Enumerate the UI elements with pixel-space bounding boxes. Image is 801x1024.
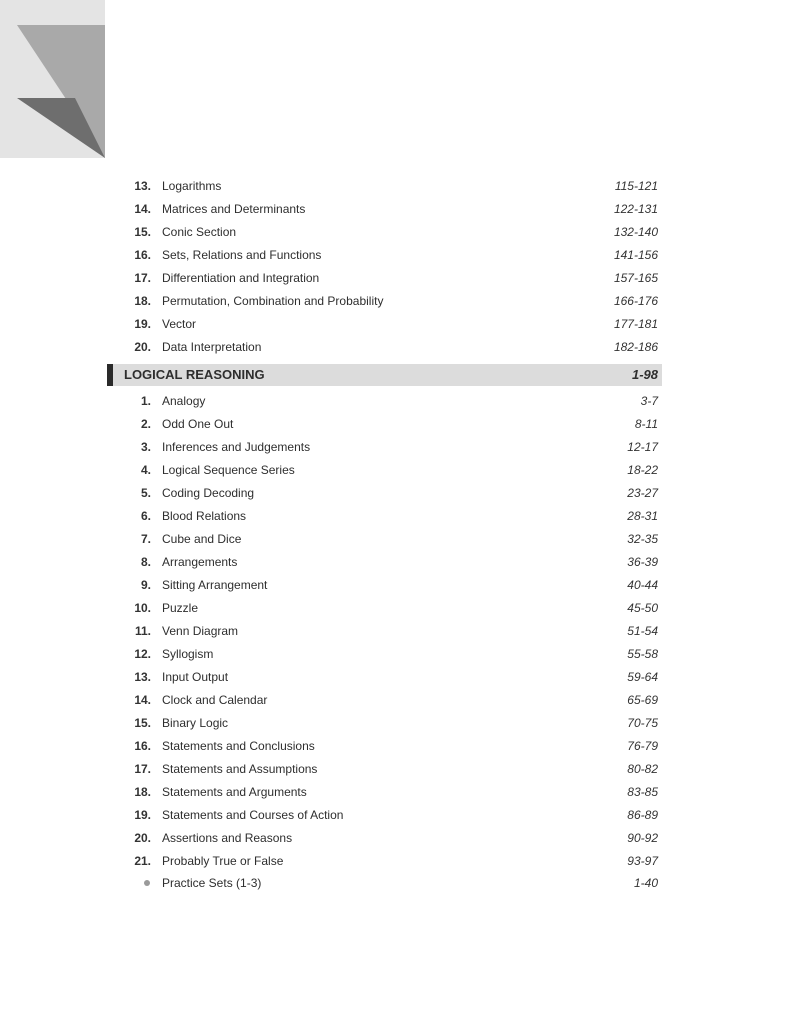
chapter-pages: 3-7 [640,394,658,408]
chapter-title: Data Interpretation [162,340,262,354]
chapter-title: Syllogism [162,647,214,661]
chapter-title: Sitting Arrangement [162,578,268,592]
chapter-number: 18. [134,294,151,308]
toc-row [0,482,801,505]
chapter-pages: 132-140 [613,225,658,239]
chapter-number: 14. [134,693,151,707]
toc-row [0,781,801,804]
chapter-pages: 32-35 [627,532,658,546]
toc-row [0,758,801,781]
chapter-number: 16. [134,248,151,262]
toc-row [0,804,801,827]
toc-row [0,313,801,336]
chapter-title: Statements and Arguments [162,785,307,799]
toc-row-practice [0,872,801,895]
chapter-pages: 166-176 [613,294,658,308]
chapter-pages: 45-50 [627,601,658,615]
chapter-title: Statements and Courses of Action [162,808,344,822]
chapter-number: 18. [134,785,151,799]
toc-row [0,827,801,850]
chapter-pages: 177-181 [613,317,658,331]
chapter-title: Analogy [162,394,206,408]
chapter-pages: 65-69 [627,693,658,707]
chapter-title: Statements and Assumptions [162,762,318,776]
chapter-pages: 122-131 [613,202,658,216]
chapter-title: Assertions and Reasons [162,831,293,845]
chapter-pages: 70-75 [627,716,658,730]
chapter-pages: 40-44 [627,578,658,592]
chapter-title: Logical Sequence Series [162,463,295,477]
toc-row [0,620,801,643]
chapter-title: Differentiation and Integration [162,271,320,285]
chapter-number: 15. [134,716,151,730]
chapter-title: Probably True or False [162,854,284,868]
toc-row [0,413,801,436]
chapter-pages: 80-82 [627,762,658,776]
practice-title: Practice Sets (1-3) [162,876,262,890]
toc-row [0,666,801,689]
chapter-title: Venn Diagram [162,624,239,638]
chapter-number: 11. [134,624,151,638]
chapter-pages: 28-31 [627,509,658,523]
chapter-pages: 8-11 [634,417,658,431]
chapter-pages: 36-39 [627,555,658,569]
chapter-pages: 90-92 [627,831,658,845]
chapter-number: 13. [134,670,151,684]
chapter-number: 16. [134,739,151,753]
chapter-title: Vector [162,317,197,331]
chapter-pages: 86-89 [627,808,658,822]
chapter-title: Permutation, Combination and Probability [162,294,384,308]
section-marker [107,364,113,386]
chapter-number: 13. [134,179,151,193]
toc-row [0,336,801,359]
chapter-pages: 23-27 [627,486,658,500]
chapter-pages: 18-22 [627,463,658,477]
chapter-number: 8. [140,555,151,569]
chapter-pages: 83-85 [627,785,658,799]
toc-row [0,290,801,313]
chapter-title: Coding Decoding [162,486,255,500]
toc-row [0,505,801,528]
chapter-title: Binary Logic [162,716,229,730]
toc-row [0,267,801,290]
toc-row [0,459,801,482]
chapter-title: Sets, Relations and Functions [162,248,322,262]
chapter-title: Blood Relations [162,509,247,523]
toc-row [0,528,801,551]
chapter-number: 9. [140,578,151,592]
toc-row [0,198,801,221]
chapter-title: Inferences and Judgements [162,440,311,454]
chapter-pages: 93-97 [627,854,658,868]
section-header [107,364,662,386]
toc-row [0,244,801,267]
toc-row [0,551,801,574]
chapter-title: Statements and Conclusions [162,739,315,753]
bullet-dot-icon [144,880,150,886]
toc-row [0,712,801,735]
chapter-number: 15. [134,225,151,239]
chapter-pages: 115-121 [614,179,658,193]
chapter-title: Odd One Out [162,417,234,431]
chapter-pages: 51-54 [627,624,658,638]
chapter-number: 10. [134,601,151,615]
chapter-number: 19. [134,317,151,331]
chapter-number: 19. [134,808,151,822]
chapter-number: 20. [134,340,151,354]
chapter-pages: 182-186 [613,340,658,354]
chapter-number: 7. [140,532,151,546]
chapter-number: 6. [140,509,151,523]
section-title: LOGICAL REASONING [124,367,265,382]
toc-row [0,175,801,198]
chapter-number: 3. [140,440,151,454]
chapter-pages: 76-79 [627,739,658,753]
chapter-number: 20. [134,831,151,845]
chapter-number: 4. [140,463,151,477]
chapter-title: Conic Section [162,225,237,239]
toc-row [0,436,801,459]
chapter-title: Puzzle [162,601,199,615]
toc-row [0,390,801,413]
chapter-title: Clock and Calendar [162,693,268,707]
section-pages: 1-98 [631,367,658,382]
chapter-title: Matrices and Determinants [162,202,306,216]
chapter-number: 14. [134,202,151,216]
chapter-pages: 12-17 [627,440,658,454]
chapter-pages: 55-58 [627,647,658,661]
toc-row [0,597,801,620]
chapter-title: Logarithms [162,179,222,193]
toc-row [0,221,801,244]
chapter-number: 2. [140,417,151,431]
chapter-pages: 157-165 [613,271,658,285]
chapter-number: 1. [140,394,151,408]
chapter-number: 21. [134,854,151,868]
chapter-number: 12. [134,647,151,661]
toc-row [0,689,801,712]
practice-pages: 1-40 [633,876,658,890]
chapter-title: Input Output [162,670,229,684]
chapter-number: 5. [140,486,151,500]
chapter-title: Cube and Dice [162,532,242,546]
chapter-pages: 59-64 [627,670,658,684]
chapter-title: Arrangements [162,555,238,569]
toc-row [0,643,801,666]
toc-row [0,574,801,597]
chapter-number: 17. [134,762,151,776]
toc-row [0,850,801,873]
toc-row [0,735,801,758]
chapter-pages: 141-156 [613,248,658,262]
chapter-number: 17. [134,271,151,285]
